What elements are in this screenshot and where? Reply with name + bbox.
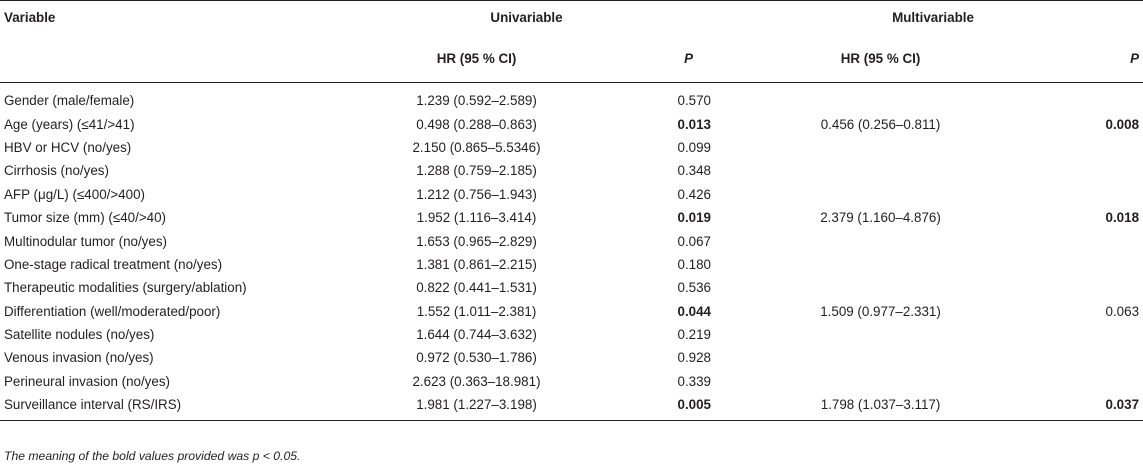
- row-uni-p: 0.219: [677, 327, 712, 343]
- row-uni-hr: 1.981 (1.227–3.198): [330, 393, 623, 421]
- row-variable: Surveillance interval (RS/IRS): [0, 393, 330, 421]
- row-multi-p: [1038, 136, 1143, 159]
- table-row: [0, 276, 1143, 299]
- row-multi-p: [1038, 229, 1143, 252]
- header-multi-p: P: [1038, 34, 1143, 83]
- row-multi-p: [1038, 253, 1143, 276]
- row-uni-p: 0.339: [677, 373, 712, 389]
- row-uni-p: 0.067: [677, 233, 712, 249]
- table-row: [0, 136, 1143, 159]
- row-multi-hr: 1.798 (1.037–3.117): [723, 393, 1038, 421]
- row-multi-p: [1038, 346, 1143, 369]
- row-uni-p: 0.570: [677, 93, 712, 109]
- row-uni-hr: 1.212 (0.756–1.943): [416, 186, 537, 202]
- row-uni-p: 0.928: [677, 350, 712, 366]
- row-variable: Therapeutic modalities (surgery/ablation): [4, 280, 247, 296]
- row-multi-hr: [723, 346, 1038, 369]
- table-row: [0, 370, 1143, 393]
- row-multi-p: 0.037: [1038, 393, 1143, 421]
- row-multi-p: 0.008: [1105, 116, 1140, 132]
- header-uni-p: P: [623, 34, 723, 83]
- row-uni-hr: 1.381 (0.861–2.215): [416, 256, 537, 272]
- row-multi-p: 0.018: [1105, 210, 1140, 226]
- table-row: [0, 253, 1143, 276]
- row-multi-p: [1038, 159, 1143, 182]
- table-row: [0, 323, 1143, 346]
- row-variable: Gender (male/female): [4, 93, 135, 109]
- table-row: [0, 183, 1143, 206]
- table-row: [0, 300, 1143, 323]
- header-uni-hr: HR (95 % CI): [330, 34, 623, 83]
- row-multi-hr: [723, 159, 1038, 182]
- table-row: [0, 229, 1143, 252]
- row-uni-p: 0.426: [677, 186, 712, 202]
- row-uni-p: 0.044: [677, 303, 712, 319]
- row-uni-hr: 1.552 (1.011–2.381): [416, 303, 537, 319]
- row-uni-p: 0.099: [677, 139, 712, 155]
- row-multi-hr: [723, 136, 1038, 159]
- row-variable: HBV or HCV (no/yes): [4, 139, 132, 155]
- row-uni-hr: 0.498 (0.288–0.863): [416, 116, 537, 132]
- row-multi-p: [1038, 183, 1143, 206]
- header-multi-hr: HR (95 % CI): [723, 34, 1038, 83]
- row-uni-hr: 2.150 (0.865–5.5346): [412, 139, 541, 155]
- row-uni-hr: 1.288 (0.759–2.185): [416, 163, 537, 179]
- row-uni-hr: 1.644 (0.744–3.632): [416, 327, 537, 343]
- row-multi-hr: 1.509 (0.977–2.331): [820, 303, 941, 319]
- row-multi-hr: [723, 83, 1038, 113]
- table-row: [0, 393, 1143, 421]
- row-multi-hr: 2.379 (1.160–4.876): [820, 210, 941, 226]
- row-variable: Tumor size (mm) (≤40/>40): [4, 210, 166, 226]
- row-uni-p: 0.013: [677, 116, 712, 132]
- row-variable: AFP (μg/L) (≤400/>400): [4, 186, 145, 202]
- header-row-groups: [0, 1, 1143, 35]
- table-footnote: The meaning of the bold values provided was p < 0.05.: [4, 449, 301, 463]
- row-multi-hr: [723, 370, 1038, 393]
- header-variable: Variable: [0, 1, 330, 35]
- table-row: [0, 206, 1143, 229]
- row-variable: Satellite nodules (no/yes): [4, 327, 155, 343]
- row-uni-p: 0.348: [677, 163, 712, 179]
- row-multi-hr: [723, 183, 1038, 206]
- table-row: [0, 83, 1143, 113]
- header-multivariable: Multivariable: [723, 1, 1143, 35]
- row-uni-p: 0.005: [623, 393, 723, 421]
- table-row: [0, 112, 1143, 135]
- row-uni-hr: 1.653 (0.965–2.829): [416, 233, 537, 249]
- row-multi-p: [1038, 276, 1143, 299]
- row-multi-p: 0.063: [1105, 303, 1140, 319]
- header-empty: [0, 34, 330, 83]
- header-row-columns: [0, 34, 1143, 83]
- row-uni-hr: 1.239 (0.592–2.589): [416, 93, 537, 109]
- row-variable: Multinodular tumor (no/yes): [4, 233, 167, 249]
- row-uni-p: 0.536: [677, 280, 712, 296]
- row-uni-p: 0.019: [677, 210, 712, 226]
- table-body: [0, 83, 1143, 421]
- row-variable: Cirrhosis (no/yes): [4, 163, 109, 179]
- row-variable: One-stage radical treatment (no/yes): [4, 256, 223, 272]
- row-multi-hr: [723, 276, 1038, 299]
- row-uni-p: 0.180: [677, 256, 712, 272]
- row-multi-p: [1038, 323, 1143, 346]
- row-multi-hr: [723, 229, 1038, 252]
- row-variable: Venous invasion (no/yes): [4, 350, 154, 366]
- row-uni-hr: 1.952 (1.116–3.414): [416, 210, 537, 226]
- row-variable: Differentiation (well/moderated/poor): [4, 303, 221, 319]
- table-row: [0, 159, 1143, 182]
- row-uni-hr: 0.972 (0.530–1.786): [416, 350, 537, 366]
- header-univariable: Univariable: [330, 1, 723, 35]
- row-variable: Age (years) (≤41/>41): [4, 116, 135, 132]
- table-header: [0, 1, 1143, 83]
- row-multi-p: [1038, 83, 1143, 113]
- row-uni-hr: 0.822 (0.441–1.531): [416, 280, 537, 296]
- row-multi-hr: 0.456 (0.256–0.811): [820, 116, 941, 132]
- row-multi-hr: [723, 253, 1038, 276]
- row-variable: Perineural invasion (no/yes): [4, 373, 170, 389]
- row-uni-hr: 2.623 (0.363–18.981): [412, 373, 541, 389]
- row-multi-hr: [723, 323, 1038, 346]
- table-row: [0, 346, 1143, 369]
- row-multi-p: [1038, 370, 1143, 393]
